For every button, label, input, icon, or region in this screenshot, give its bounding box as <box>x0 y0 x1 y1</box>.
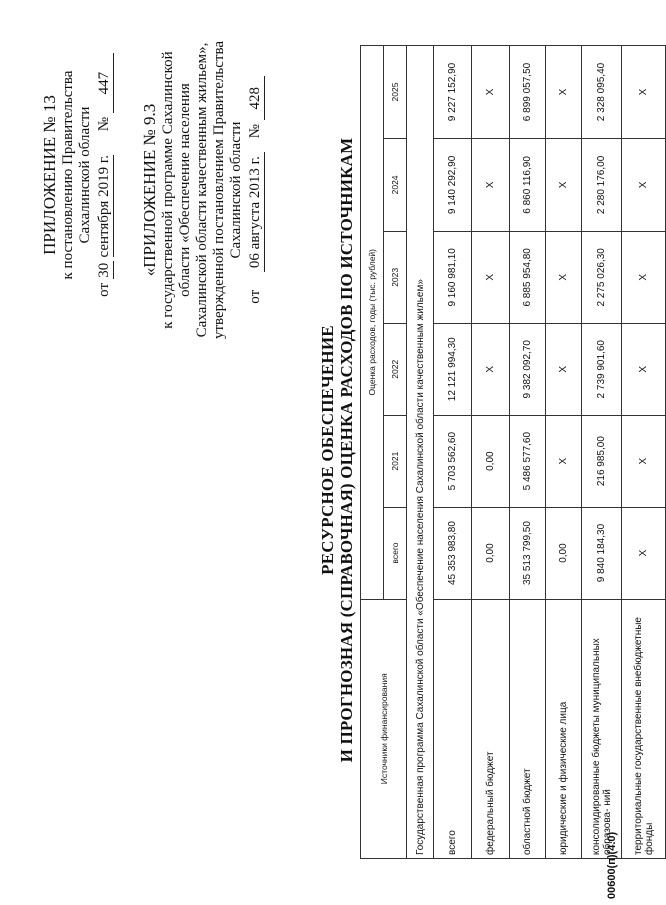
cell-value: Х <box>546 323 582 415</box>
cell-value: 9 160 981,10 <box>434 231 472 323</box>
appendix-13-line2: Сахалинской области <box>77 106 93 244</box>
table-row <box>472 46 510 859</box>
cell-value: 5 486 577,60 <box>510 415 546 507</box>
table-row <box>546 46 582 859</box>
document-heading <box>318 35 356 865</box>
program-row <box>407 46 434 859</box>
cell-value: Х <box>546 46 582 139</box>
year-header: 2021 <box>384 415 407 507</box>
appendix-9-3-number: 428 <box>247 76 265 120</box>
cell-value: 216 985,00 <box>582 415 622 507</box>
from-label: от <box>247 289 263 304</box>
cell-value: Х <box>472 46 510 139</box>
cell-value: 0,00 <box>472 415 510 507</box>
cell-value: Х <box>546 415 582 507</box>
appendix-9-3-date: 06 августа 2013 г. <box>247 152 265 272</box>
cell-value: Х <box>622 415 666 507</box>
appendix-9-3-title: «ПРИЛОЖЕНИЕ № 9.3 <box>140 103 159 277</box>
row-source: консолидированные бюджеты муниципальных образова- ний <box>582 599 622 858</box>
from-label: от <box>96 283 112 297</box>
appendix-13-month-year: сентября 2019 г. <box>96 154 112 258</box>
cell-value: 45 353 983,80 <box>434 507 472 599</box>
cell-value: 0,00 <box>472 507 510 599</box>
appendix-13-number: 447 <box>96 53 114 113</box>
appendix-9-3-line1: к государственной программе Сахалинской <box>160 51 176 329</box>
number-label: № <box>247 124 263 139</box>
header-estimate: Оценка расходов, годы (тыс. рублей) <box>361 46 384 600</box>
table-row <box>582 46 622 859</box>
cell-value: 6 899 057,50 <box>510 46 546 139</box>
cell-value: 9 227 152,90 <box>434 46 472 139</box>
table-row <box>510 46 546 859</box>
cell-value: 6 885 954,80 <box>510 231 546 323</box>
appendix-13-block <box>40 25 114 325</box>
appendix-13-line1: к постановлению Правительства <box>60 70 76 280</box>
number-label: № <box>96 116 112 132</box>
cell-value: 2 739 901,60 <box>582 323 622 415</box>
appendix-9-3-line2: области «Обеспечение населения <box>177 83 193 297</box>
cell-value: 9 840 184,30 <box>582 507 622 599</box>
cell-value: Х <box>546 138 582 231</box>
cell-value: 12 121 994,30 <box>434 323 472 415</box>
cell-value: 9 382 092,70 <box>510 323 546 415</box>
appendix-13-day: 30 <box>96 262 112 278</box>
appendix-13-date-line <box>96 25 114 325</box>
cell-value: 2 280 176,00 <box>582 138 622 231</box>
year-header: всего <box>384 507 407 599</box>
heading-line-2: И ПРОГНОЗНАЯ (СПРАВОЧНАЯ) ОЦЕНКА РАСХОДОВ ПО ИСТОЧНИКАМ <box>337 137 356 763</box>
cell-value: 35 513 799,50 <box>510 507 546 599</box>
cell-value: Х <box>472 138 510 231</box>
cell-value: Х <box>546 231 582 323</box>
cell-value: 0,00 <box>546 507 582 599</box>
appendix-13-title: ПРИЛОЖЕНИЕ № 13 <box>40 95 59 255</box>
funding-table <box>360 45 666 859</box>
heading-line-1: РЕСУРСНОЕ ОБЕСПЕЧЕНИЕ <box>318 325 337 575</box>
table-row <box>434 46 472 859</box>
appendix-9-3-line4: утвержденной постановлением Правительства <box>211 40 227 340</box>
cell-value: 2 328 095,40 <box>582 46 622 139</box>
appendix-9-3-date-line <box>247 15 265 365</box>
appendix-9-3-line3: Сахалинской области качественным жильем», <box>194 42 210 338</box>
row-source: территориальные государственные внебюджетные фонды <box>622 599 666 858</box>
year-header: 2025 <box>384 46 407 139</box>
header-source: Источники финансирования <box>361 599 407 858</box>
table-row <box>622 46 666 859</box>
program-title-cell: Государственная программа Сахалинской области «Обеспечение населения Сахалинской области качественным жильем» <box>407 46 434 859</box>
document-code: 00600(п)(4.0) <box>606 831 618 899</box>
year-header: 2023 <box>384 231 407 323</box>
cell-value: Х <box>622 507 666 599</box>
row-source: всего <box>434 599 472 858</box>
appendix-9-3-line5: Сахалинской области <box>228 121 244 259</box>
cell-value: 5 703 562,60 <box>434 415 472 507</box>
row-source: юридические и физические лица <box>546 599 582 858</box>
appendix-9-3-block <box>140 15 265 365</box>
cell-value: Х <box>622 46 666 139</box>
cell-value: 2 275 026,30 <box>582 231 622 323</box>
cell-value: Х <box>472 323 510 415</box>
cell-value: Х <box>472 231 510 323</box>
cell-value: Х <box>622 231 666 323</box>
cell-value: Х <box>622 138 666 231</box>
row-source: федеральный бюджет <box>472 599 510 858</box>
year-header: 2022 <box>384 323 407 415</box>
cell-value: 9 140 292,90 <box>434 138 472 231</box>
cell-value: Х <box>622 323 666 415</box>
cell-value: 6 860 116,90 <box>510 138 546 231</box>
row-source: областной бюджет <box>510 599 546 858</box>
year-header: 2024 <box>384 138 407 231</box>
